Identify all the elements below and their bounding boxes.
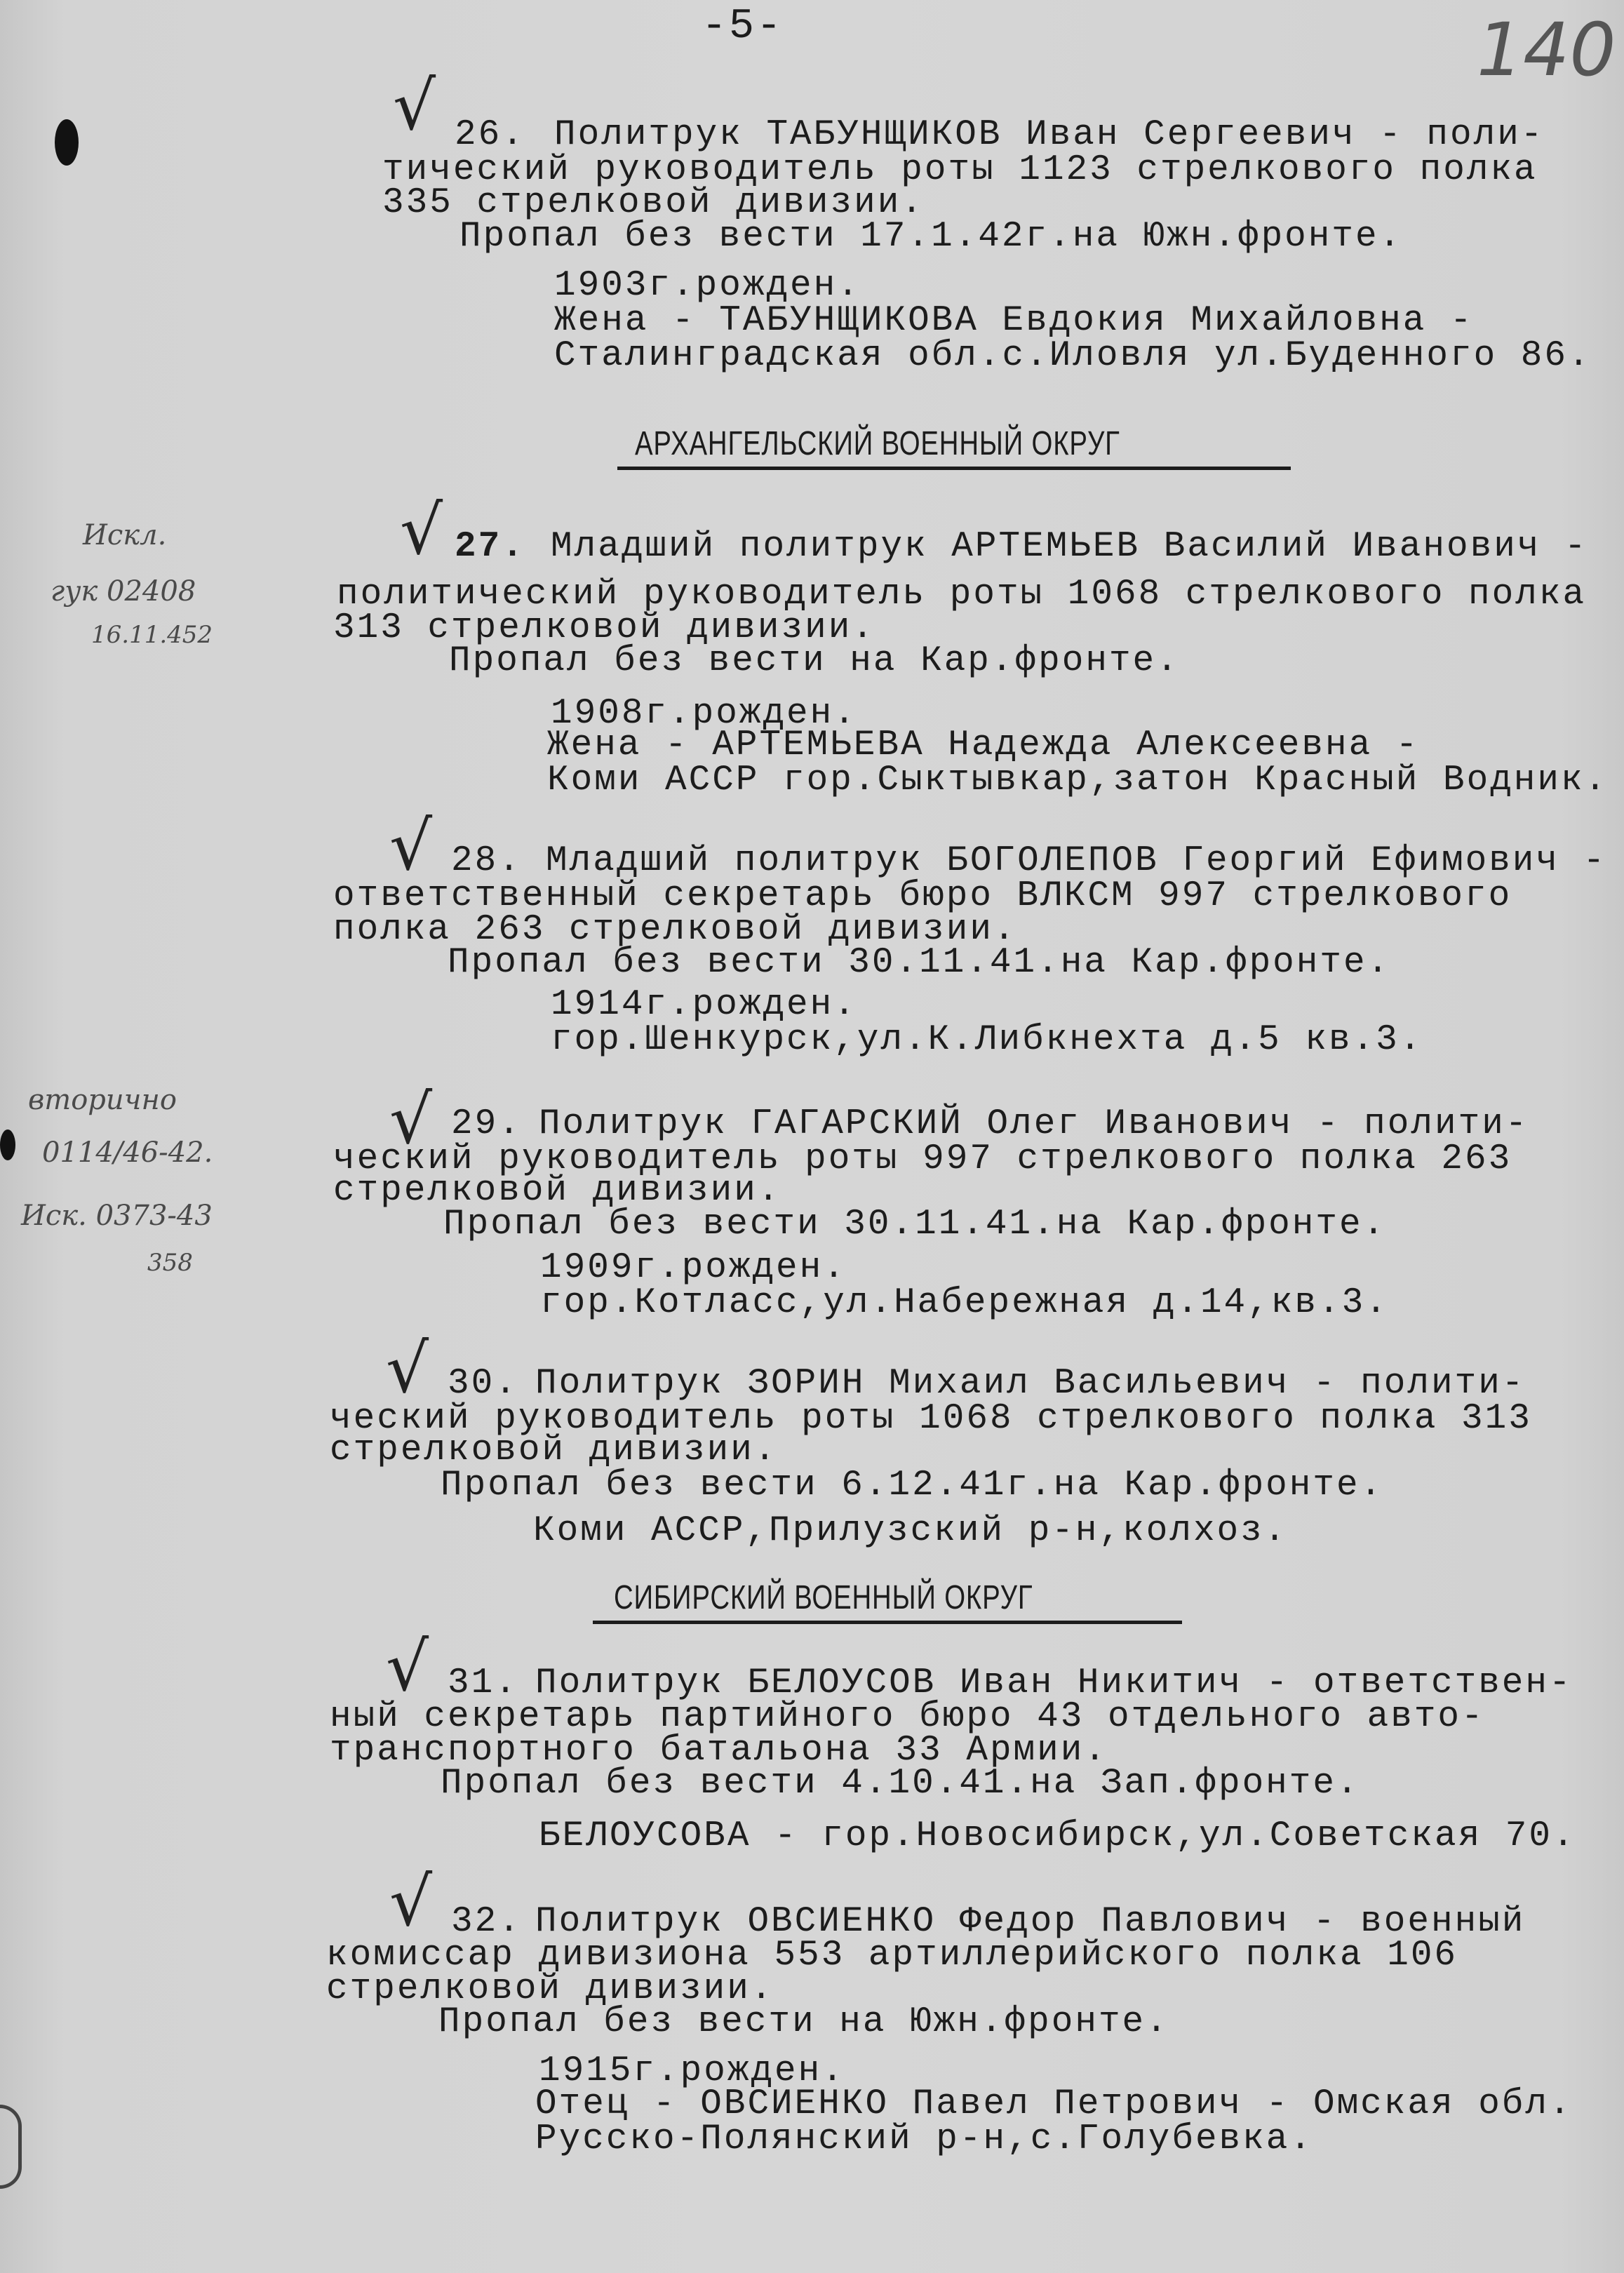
entry-number: 26.: [455, 115, 525, 155]
entry-line: Пропал без вести 30.11.41.на Кар.фронте.: [443, 1205, 1387, 1245]
entry-number: 29.: [451, 1104, 522, 1144]
entry-line: Пропал без вести на Южн.фронте.: [438, 2002, 1169, 2042]
archive-number: 140: [1477, 7, 1616, 93]
entry-number: 32.: [451, 1902, 522, 1942]
entry-line: Жена - ТАБУНЩИКОВА Евдокия Михайловна -: [554, 301, 1474, 341]
checkmark-icon: √: [389, 807, 433, 885]
entry-line: ческий руководитель роты 1068 стрелкового полка 313: [330, 1399, 1532, 1439]
entry-line: 1915г.рожден.: [539, 2051, 845, 2091]
entry-line: Пропал без вести на Кар.фронте.: [449, 641, 1180, 681]
entry-number: 27.: [455, 527, 525, 567]
entry-line: Коми АССР,Прилузский р-н,колхоз.: [533, 1511, 1288, 1551]
checkmark-icon: √: [393, 67, 436, 145]
entry-line: Политрук ГАГАРСКИЙ Олег Иванович - полити-: [539, 1104, 1529, 1144]
entry-line: ческий руководитель роты 997 стрелкового полка 263: [333, 1139, 1512, 1179]
punch-hole: [0, 2105, 22, 2189]
entry-line: Коми АССР гор.Сыктывкар,затон Красный Водник.: [547, 760, 1609, 800]
entry-line: транспортного батальона 33 Армии.: [330, 1731, 1108, 1771]
entry-number: 31.: [448, 1663, 518, 1703]
section-underline: [593, 1621, 1182, 1624]
entry-line: Пропал без вести 6.12.41г.на Кар.фронте.: [441, 1466, 1384, 1506]
entry-line: стрелковой дивизии.: [333, 1171, 781, 1211]
margin-note: 16.11.452: [91, 621, 213, 649]
entry-line: Жена - АРТЕМЬЕВА Надежда Алексеевна -: [547, 725, 1420, 765]
section-underline: [617, 467, 1291, 470]
entry-line: Пропал без вести 30.11.41.на Кар.фронте.: [448, 943, 1391, 983]
margin-note: Искл.: [83, 519, 167, 551]
entry-line: ответственный секретарь бюро ВЛКСМ 997 стрелкового: [333, 876, 1512, 916]
margin-note: 358: [147, 1249, 193, 1277]
entry-line: 1914г.рожден.: [551, 985, 857, 1025]
entry-line: 1908г.рожден.: [551, 694, 857, 734]
margin-note: 0114/46-42.: [42, 1136, 213, 1169]
checkmark-icon: √: [386, 1329, 429, 1408]
margin-note: Иск. 0373-43: [21, 1200, 213, 1232]
entry-line: Отец - ОВСИЕНКО Павел Петрович - Омская обл.: [535, 2084, 1573, 2124]
checkmark-icon: √: [389, 1080, 433, 1159]
entry-line: Сталинградская обл.с.Иловля ул.Буденного 86.: [554, 336, 1592, 376]
entry-line: Пропал без вести 4.10.41.на Зап.фронте.: [441, 1764, 1360, 1804]
entry-line: Пропал без вести 17.1.42г.на Южн.фронте.: [459, 217, 1403, 257]
entry-line: гор.Шенкурск,ул.К.Либкнехта д.5 кв.3.: [551, 1020, 1423, 1060]
punch-hole: [0, 1129, 15, 1160]
entry-line: полка 263 стрелковой дивизии.: [333, 910, 1017, 950]
page-number: -5-: [702, 3, 784, 51]
section-heading: СИБИРСКИЙ ВОЕННЫЙ ОКРУГ: [614, 1579, 1033, 1616]
entry-number: 30.: [448, 1364, 518, 1404]
entry-line: тический руководитель роты 1123 стрелкового полка: [382, 150, 1538, 190]
section-heading: АРХАНГЕЛЬСКИЙ ВОЕННЫЙ ОКРУГ: [635, 425, 1120, 462]
entry-line: 313 стрелковой дивизии.: [333, 608, 875, 648]
checkmark-icon: √: [400, 491, 443, 570]
entry-number: 28.: [451, 841, 522, 881]
entry-line: политический руководитель роты 1068 стрелкового полка: [337, 575, 1587, 615]
entry-line: стрелковой дивизии.: [330, 1430, 778, 1470]
checkmark-icon: √: [389, 1863, 433, 1941]
checkmark-icon: √: [386, 1628, 429, 1706]
entry-line: Политрук ЗОРИН Михаил Васильевич - полити-: [535, 1364, 1526, 1404]
entry-line: Младший политрук АРТЕМЬЕВ Василий Иванович -: [551, 527, 1588, 567]
entry-line: БЕЛОУСОВА - гор.Новосибирск,ул.Советская 70.: [539, 1816, 1576, 1856]
entry-line: Политрук ТАБУНЩИКОВ Иван Сергеевич - поли-: [554, 115, 1545, 155]
entry-line: стрелковой дивизии.: [326, 1969, 774, 2009]
entry-line: 1909г.рожден.: [540, 1248, 847, 1288]
entry-line: гор.Котласс,ул.Набережная д.14,кв.3.: [540, 1283, 1389, 1323]
entry-line: Младший политрук БОГОЛЕПОВ Георгий Ефимович -: [546, 841, 1607, 881]
entry-line: 335 стрелковой дивизии.: [382, 183, 925, 223]
punch-hole: [55, 119, 79, 166]
entry-line: комиссар дивизиона 553 артиллерийского полка 106: [326, 1936, 1458, 1976]
entry-line: ный секретарь партийного бюро 43 отдельного авто-: [330, 1697, 1485, 1737]
entry-line: Политрук ОВСИЕНКО Федор Павлович - военный: [535, 1902, 1526, 1942]
entry-line: Политрук БЕЛОУСОВ Иван Никитич - ответствен-: [535, 1663, 1573, 1703]
margin-note: вторично: [28, 1084, 177, 1116]
margin-note: гук 02408: [51, 575, 196, 608]
entry-line: Русско-Полянский р-н,с.Голубевка.: [535, 2119, 1313, 2159]
entry-line: 1903г.рожден.: [554, 266, 861, 306]
